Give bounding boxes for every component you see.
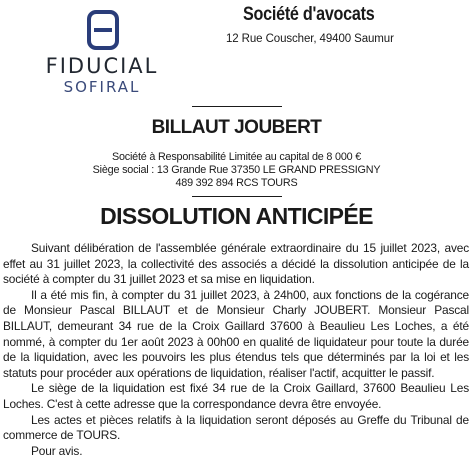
fiducial-logo: [38, 10, 166, 96]
paragraph-liquidator: Il a été mis fin, à compter du 31 juillet 2023, à 24h00, aux fonctions de la cogérance de Monsieur Pascal BILLAUT et de Monsieur Charly JOUBERT. Monsieur Pascal BILLAUT, demeurant 34 rue de la Croix Gaillard 37600 à Beaulieu Les Loches, a été nommé, à compter du 1er août 2023 à 00h00 en qualité de liquidateur pour toute la durée de la liquidation, avec les pouvoirs les plus étendus tels que déterminés par la loi et les statuts pour procéder aux opérations de liquidation, réaliser l'actif, acquitter le passif.: [3, 287, 469, 380]
logo-name: FIDUCIAL: [45, 54, 159, 78]
company-registration: 489 392 894 RCS TOURS: [175, 177, 298, 189]
firm-name: Société d'avocats: [243, 4, 375, 25]
divider-bottom: [192, 196, 282, 197]
notice-body: [3, 241, 469, 459]
firm-address: 12 Rue Couscher, 49400 Saumur: [226, 33, 394, 45]
paragraph-liquidation-seat: Le siège de la liquidation est fixé 34 rue de la Croix Gaillard, 37600 Beaulieu Les Loches. C'est à cette adresse que la correspondance devra être envoyée.: [3, 381, 469, 411]
notice-headline: DISSOLUTION ANTICIPÉE: [100, 203, 373, 229]
divider-top: [192, 106, 282, 107]
paragraph-filing: Les actes et pièces relatifs à la liquidation seront déposés au Greffe du Tribunal de commerce de TOURS.: [3, 412, 469, 443]
paragraph-closing: Pour avis.: [31, 443, 83, 458]
logo-mark-icon: [86, 10, 120, 50]
company-registered-office: Siège social : 13 Grande Rue 37350 LE GRAND PRESSIGNY: [92, 164, 381, 176]
company-name: BILLAUT JOUBERT: [151, 117, 322, 138]
company-legal-form: Société à Responsabilité Limitée au capital de 8 000 €: [111, 151, 362, 163]
logo-subname: SOFIRAL: [63, 78, 141, 96]
paragraph-resolution: Suivant délibération de l'assemblée générale extraordinaire du 15 juillet 2023, avec effet au 31 juillet 2023, la collectivité des associés a décidé la dissolution anticipée de la société à compter du 31 juillet 2023 et sa mise en liquidation.: [3, 241, 469, 287]
